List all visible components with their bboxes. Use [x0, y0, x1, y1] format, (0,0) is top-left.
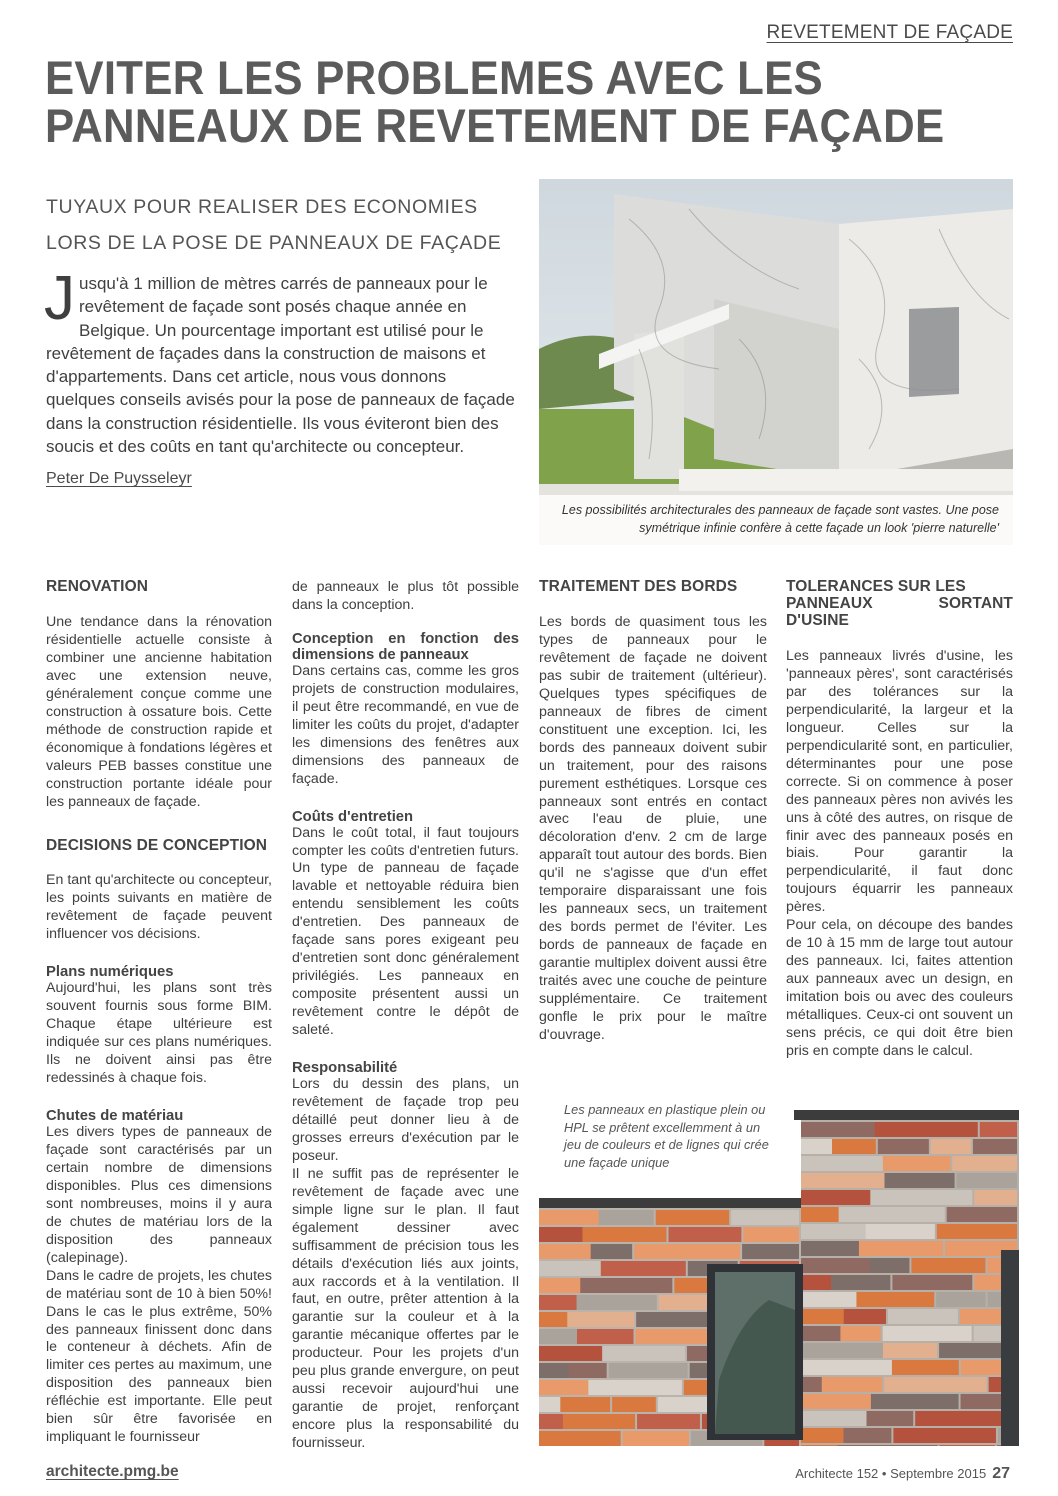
heading-tolerances-line-2: PANNEAUX SORTANT D'USINE — [786, 595, 1013, 629]
footer-website[interactable]: architecte.pmg.be — [46, 1463, 179, 1480]
title-line-1: EVITER LES PROBLEMES AVEC LES — [45, 51, 823, 104]
paragraph-chutes-1: Les divers types de panneaux de façade sont caractérisés par un certain nombre de dimensions disponibles. Plus ces dimensions sont nombreuses, moins il y aura de chutes de matériau lors de la disposition des panneaux (calepinage). — [46, 1124, 272, 1266]
marble-building-illustration — [539, 179, 1013, 545]
section-tag: REVETEMENT DE FAÇADE — [766, 22, 1013, 43]
subheading-responsabilite: Responsabilité — [292, 1060, 398, 1077]
paragraph-tolerances-1: Les panneaux livrés d'usine, les 'panneaux pères', sont caractérisés par des tolérances sur la perpendicularité, la largeur et la longueur. Celles sur la perpendicularité sont, en particulier, déterminantes pour une pose correcte. Si on commence à poser des panneaux pères non avivés les uns à côté des autres, on risque de finir avec des panneaux posés en biais. Pour garantir la perpendicularité, il faut donc toujours équarrir les panneaux pères. — [786, 648, 1013, 916]
page-number: 27 — [992, 1465, 1010, 1482]
subheading-plans: Plans numériques — [46, 964, 174, 981]
lead-text: usqu'à 1 million de mètres carrés de panneaux pour le revêtement de façade sont posés chaque année en Belgique. Un pourcentage important est utilisé pour le revêtement de façades dans la construction de maisons et d'appartements. Dans cet article, nous vous donnons quelques conseils avisés pour la pose de panneaux de façade dans la construction résidentielle. Ils vous éviteront bien des soucis et des coûts en tant qu'architecte ou concepteur. — [46, 274, 515, 457]
subheading-dimensions: Conception en fonction des dimensions de panneaux — [292, 630, 519, 663]
paragraph-responsabilite-2: Il ne suffit pas de représenter le revêtement de façade avec une simple ligne sur le plan. Il faut également dessiner avec suffisamment de précision tous les détails d'exécution liés aux joints, aux raccords et à la ventilation. Il faut, en outre, prêter attention à la garantie sur la couleur et à la garantie mécanique offertes par le producteur. Pour les projets d'un peu plus grande envergure, on peut aussi recevoir aujourd'hui une garantie de projet, renforçant encore plus la responsabilité du fournisseur. — [292, 1165, 519, 1452]
paragraph-chutes-2: Dans le cadre de projets, les chutes de matériau sont de 10 à bien 50%! Dans le cas le plus extrême, 50% des panneaux finissent donc dans le conteneur à déchets. Afin de limiter ces pertes au maximum, une disposition des panneaux bien réfléchie est importante. Elle peut bien sûr être favorisée en impliquant le fournisseur — [46, 1267, 272, 1446]
drop-cap: J — [44, 264, 75, 333]
marble-facade-photo — [539, 179, 1013, 545]
paragraph-plans: Aujourd'hui, les plans sont très souvent fournis sous forme BIM. Chaque étape ultérieure est indiquée sur ces plans numériques. Ils ne doivent ainsi pas être redessinés à chaque fois. — [46, 980, 272, 1087]
subheading-couts: Coûts d'entretien — [292, 808, 414, 825]
paragraph-responsabilite-1: Lors du dessin des plans, un revêtement de façade trop peu détaillé peut donner lieu à de grosses erreurs d'exécution par le poseur. — [292, 1076, 519, 1164]
paragraph-couts: Dans le coût total, il faut toujours compter les coûts d'entretien futurs. Un type de panneau de façade lavable et nettoyable réduira bien entendu sensiblement les coûts d'entretien. Des panneaux de façade sans pores exigeant peu d'entretien sont donc généralement privilégiés. Les panneaux en composite présentent aussi un revêtement contre le dépôt de saleté. — [292, 824, 519, 1039]
heading-tolerances-line-1: TOLERANCES SUR LES — [786, 578, 966, 595]
paragraph-renovation: Une tendance dans la rénovation résidentielle actuelle consiste à combiner une ancienne habitation avec une extension neuve, généralement conçue comme une construction à ossature bois. Cette méthode de construction rapide et économique à fondations légères et valeurs PEB basses constitue une construction portante idéale pour les panneaux de façade. — [46, 614, 272, 810]
photo2-caption: Les panneaux en plastique plein ou HPL se prêtent excellemment à un jeu de couleurs et de lignes qui crée une façade unique — [564, 1102, 769, 1170]
paragraph-dimensions: Dans certains cas, comme les gros projets de construction modulaires, il peut être recommandé, en vue de limiter les coûts du projet, d'adapter les dimensions des fenêtres aux dimensions des panneaux de façade. — [292, 662, 519, 787]
heading-bords: TRAITEMENT DES BORDS — [539, 578, 738, 595]
column-4 — [786, 578, 1013, 1061]
lead-paragraph — [44, 264, 516, 458]
column-3 — [539, 578, 767, 1045]
paragraph-tolerances-2: Pour cela, on découpe des bandes de 10 à 15 mm de large tout autour des panneaux. Ici, faites attention aux panneaux avec un design, en imitation bois ou avec des couleurs métalliques. Ceux-ci ont souvent un sens précis, ce qui doit être bien pris en compte dans le calcul. — [786, 917, 1013, 1059]
footer-issue-text: Architecte 152 • Septembre 2015 — [795, 1466, 987, 1481]
subtitle-line-1: TUYAUX POUR REALISER DES ECONOMIES — [46, 196, 478, 218]
footer-issue — [795, 1465, 1010, 1483]
paragraph-decisions: En tant qu'architecte ou concepteur, les points suivants en matière de revêtement de façade peuvent influencer vos décisions. — [46, 872, 272, 943]
column-2 — [292, 579, 519, 1453]
subtitle-line-2: LORS DE LA POSE DE PANNEAUX DE FAÇADE — [46, 232, 502, 254]
author-byline[interactable]: Peter De Puysseleyr — [46, 470, 192, 487]
heading-tolerances — [786, 578, 1013, 629]
heading-renovation: RENOVATION — [46, 578, 149, 595]
article-title — [45, 51, 947, 152]
paragraph-bords: Les bords de quasiment tous les types de panneaux pour le revêtement de façade ne doivent pas subir de traitement (ultérieur). Quelques types spécifiques de panneaux de fibres de ciment constituent une exception. Ici, les bords des panneaux doivent subir un traitement, pour des raisons purement esthétiques. Lorsque ces panneaux sont entrés en contact avec l'eau de pluie, une décoloration d'env. 2 cm de large apparaît tout autour des bords. Bien qu'il ne s'agisse que d'un effet temporaire disparaissant une fois les panneaux secs, un traitement des bords permet de l'éviter. Les bords de panneaux de façade en garantie multiplex doivent aussi être traités avec une couche de peinture supplémentaire. Ce traitement gonfle le prix pour le maître d'ouvrage. — [539, 614, 767, 1043]
title-line-2: PANNEAUX DE REVETEMENT DE FAÇADE — [45, 99, 945, 152]
heading-decisions: DECISIONS DE CONCEPTION — [46, 837, 268, 855]
paragraph-continuation: de panneaux le plus tôt possible dans la conception. — [292, 579, 519, 613]
photo1-caption: Les possibilités architecturales des panneaux de façade sont vastes. Une pose symétrique infinie confère à cette façade un look 'pierre naturelle' — [539, 495, 1013, 545]
subheading-chutes: Chutes de matériau — [46, 1108, 184, 1125]
column-1 — [46, 578, 272, 1447]
